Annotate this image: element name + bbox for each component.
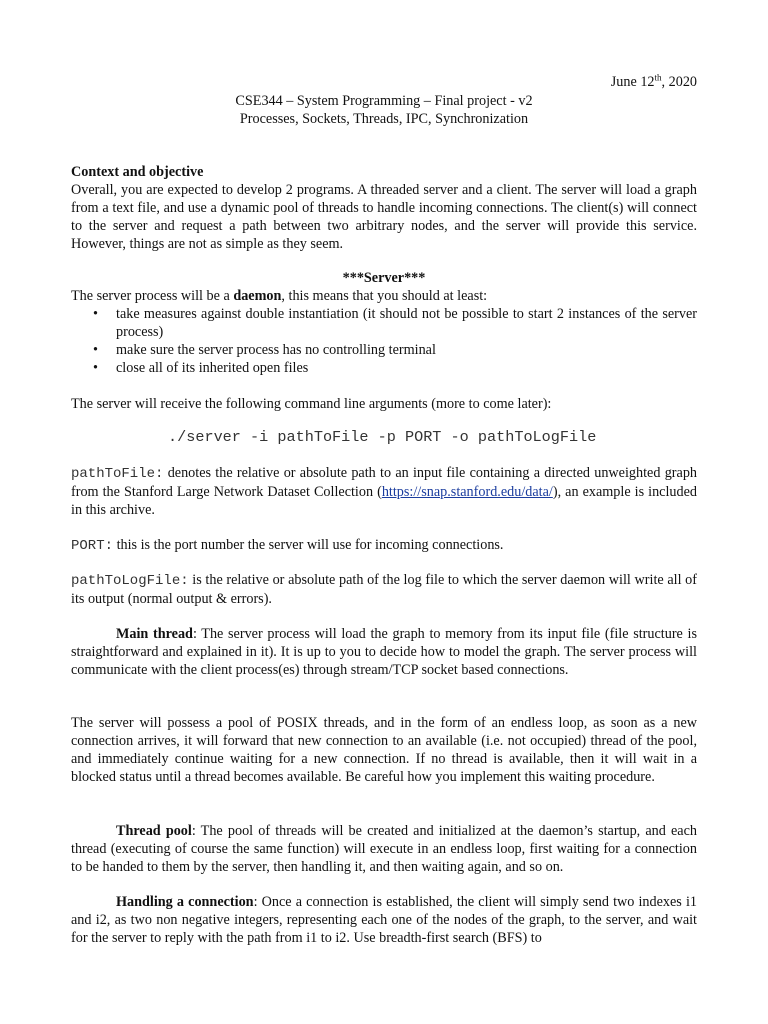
pool-paragraph: The server will possess a pool of POSIX threads, and in the form of an endless loop, as soon as a new connection arrives, it will forward that new connection to an available (i.e. not occupied) thread of the pool, and immediately continue waiting for a new connection. If no thread is available, then it will wait in a blocked status until a thread becomes available. Be careful how you implement this waiting procedure.	[71, 715, 697, 785]
daemon-requirements-list	[71, 305, 697, 377]
list-item: • take measures against double instantiation (it should not be possible to start 2 instances of the server process)	[93, 306, 697, 340]
server-heading: ***Server***	[342, 270, 426, 286]
arg-name: PORT:	[71, 538, 114, 554]
snap-dataset-link[interactable]: https://snap.stanford.edu/data/	[381, 484, 553, 500]
server-intro: The server process will be a daemon, this means that you should at least:	[71, 288, 488, 304]
thread-pool-paragraph: Thread pool: The pool of threads will be created and initialized at the daemon’s startup, and each thread (executing of course the same function) will execute in an endless loop, first waiting for a connection to be handed to them by the server, then handling it, and then waiting again, and so on.	[71, 823, 697, 875]
list-item: • make sure the server process has no controlling terminal	[93, 342, 436, 358]
handling-connection-paragraph: Handling a connection: Once a connection is established, the client will simply send two indexes i1 and i2, as two non negative integers, representing each one of the nodes of the graph, to the server, and wait for the server to reply with the path from i1 to i2. Use breadth-first search (BFS) to	[71, 894, 697, 946]
title-line-1: CSE344 – System Programming – Final project - v2	[235, 93, 533, 109]
arg-name: pathToLogFile:	[71, 573, 189, 589]
main-thread-label: Main thread	[116, 626, 193, 642]
bullet-icon: •	[93, 306, 98, 322]
bullet-icon: •	[93, 342, 98, 358]
command-line: ./server -i pathToFile -p PORT -o pathToLogFile	[168, 428, 597, 446]
args-intro: The server will receive the following command line arguments (more to come later):	[71, 396, 552, 412]
bullet-icon: •	[93, 360, 98, 376]
main-thread-paragraph: Main thread: The server process will load the graph to memory from its input file (file structure is straightforward and explained in it). It is up to you to decide how to model the graph. The server process will communicate with the client process(es) through stream/TCP socket based connections.	[71, 626, 697, 678]
context-section	[71, 163, 697, 253]
list-item: • close all of its inherited open files	[93, 360, 309, 376]
document-title	[71, 92, 697, 128]
arg-port: PORT: this is the port number the server will use for incoming connections.	[71, 537, 504, 554]
context-heading: Context and objective	[71, 164, 204, 180]
arg-pathtologfile: pathToLogFile: is the relative or absolute path of the log file to which the server daemon will write all of its output (normal output & errors).	[71, 572, 697, 607]
document-date: June 12th, 2020	[610, 72, 697, 90]
title-line-2: Processes, Sockets, Threads, IPC, Synchronization	[239, 111, 529, 127]
context-paragraph: Overall, you are expected to develop 2 programs. A threaded server and a client. The server will load a graph from a text file, and use a dynamic pool of threads to handle incoming connections. The client(s) will connect to the server and request a path between two arbitrary nodes, and the server will provide this service. However, things are not as simple as they seem.	[71, 182, 697, 252]
handling-connection-label: Handling a connection	[116, 894, 254, 910]
thread-pool-label: Thread pool	[116, 823, 192, 839]
arg-name: pathToFile:	[71, 466, 164, 482]
arg-pathtofile: pathToFile: denotes the relative or absolute path to an input file containing a directed unweighted graph from the Stanford Large Network Dataset Collection (https://snap.stanford.edu/data/), an example is included in this archive.	[71, 465, 697, 518]
server-section	[71, 269, 697, 377]
